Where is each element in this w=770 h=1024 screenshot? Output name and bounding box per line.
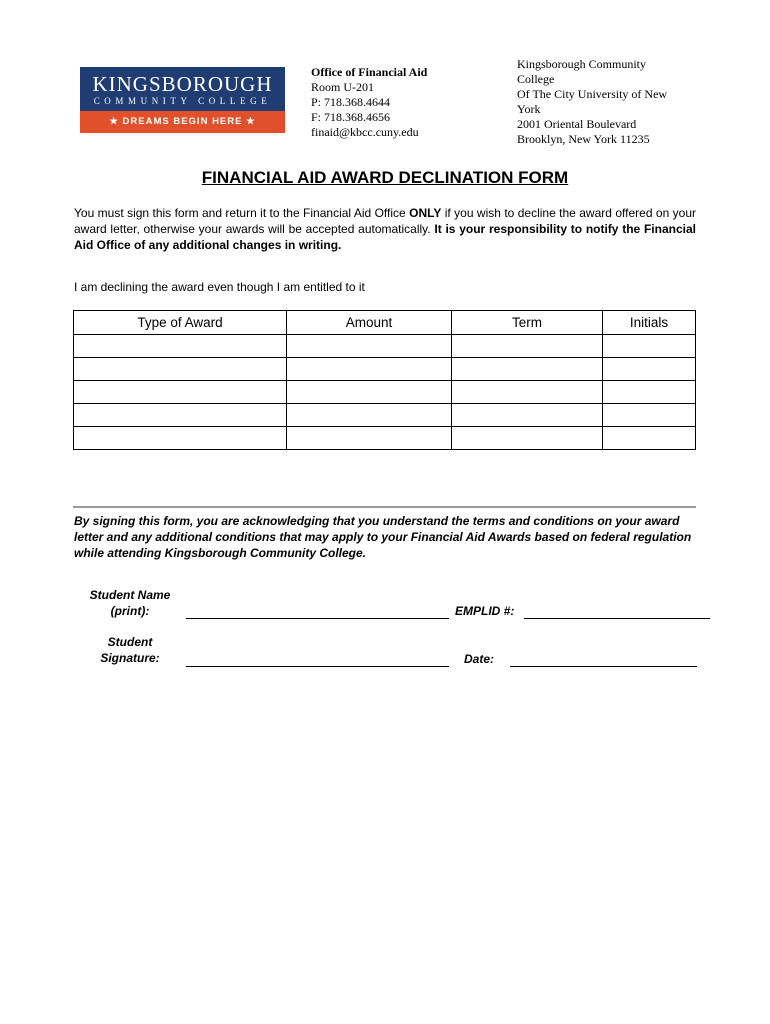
student-name-field[interactable] — [186, 618, 449, 619]
cell-term[interactable] — [452, 381, 603, 404]
cell-amount[interactable] — [287, 427, 452, 450]
student-name-label-line1: Student Name — [89, 588, 171, 602]
acknowledgement-paragraph: By signing this form, you are acknowledging that you understand the terms and conditions on your award letter and any additional conditions that may apply to your Financial Aid Awards based on federal regulation while attending Kingsborough Community College. — [74, 514, 692, 560]
emplid-field[interactable] — [524, 618, 710, 619]
intro-only-emphasis: ONLY — [409, 206, 442, 220]
cell-initials[interactable] — [603, 404, 696, 427]
cell-amount[interactable] — [287, 358, 452, 381]
table-row — [74, 358, 696, 381]
student-name-label — [80, 587, 180, 619]
college-address-block — [517, 57, 667, 147]
office-phone: P: 718.368.4644 — [311, 95, 391, 109]
section-divider — [73, 506, 696, 508]
office-name: Office of Financial Aid — [311, 65, 428, 79]
intro-text: if you wish to decline the award offered on your award letter, otherwise your awards will be accepted automatically. — [74, 206, 696, 236]
logo-tagline: ★ DREAMS BEGIN HERE ★ — [80, 111, 285, 133]
signature-label — [80, 634, 180, 666]
logo-name: KINGSBOROUGH — [92, 72, 273, 96]
signature-label-line1: Student — [107, 635, 153, 649]
student-name-label-line2: (print): — [110, 604, 150, 618]
cell-term[interactable] — [452, 427, 603, 450]
address-line: 2001 Oriental Boulevard — [517, 117, 637, 131]
cell-type-of-award[interactable] — [74, 427, 287, 450]
emplid-label: EMPLID #: — [455, 604, 515, 618]
office-fax: F: 718.368.4656 — [311, 110, 391, 124]
office-room: Room U-201 — [311, 80, 374, 94]
signature-label-line2: Signature: — [100, 651, 160, 665]
table-row — [74, 427, 696, 450]
cell-type-of-award[interactable] — [74, 404, 287, 427]
intro-text: You must sign this form and return it to the Financial Aid Office — [74, 206, 410, 220]
cell-term[interactable] — [452, 404, 603, 427]
cell-initials[interactable] — [603, 358, 696, 381]
intro-responsibility: It is your responsibility to notify the Financial Aid Office of any additional changes in writing. — [74, 222, 696, 252]
header-term: Term — [452, 311, 603, 335]
date-label: Date: — [464, 652, 495, 666]
college-logo — [80, 67, 285, 133]
cell-term[interactable] — [452, 358, 603, 381]
date-field[interactable] — [510, 666, 697, 667]
header-amount: Amount — [287, 311, 452, 335]
header-type-of-award: Type of Award — [74, 311, 287, 335]
cell-amount[interactable] — [287, 404, 452, 427]
logo-subtitle: COMMUNITY COLLEGE — [93, 96, 272, 106]
address-line: Kingsborough Community — [517, 57, 647, 71]
address-line: York — [517, 102, 541, 116]
office-contact-block — [311, 65, 427, 140]
address-line: Brooklyn, New York 11235 — [517, 132, 650, 146]
address-line: College — [517, 72, 555, 86]
award-table — [73, 310, 696, 450]
signature-field[interactable] — [186, 666, 449, 667]
cell-type-of-award[interactable] — [74, 335, 287, 358]
office-email: finaid@kbcc.cuny.edu — [311, 125, 419, 139]
table-row — [74, 404, 696, 427]
declining-statement: I am declining the award even though I am entitled to it — [74, 280, 365, 294]
cell-term[interactable] — [452, 335, 603, 358]
table-row — [74, 381, 696, 404]
table-header-row — [74, 311, 696, 335]
cell-amount[interactable] — [287, 381, 452, 404]
table-row — [74, 335, 696, 358]
cell-type-of-award[interactable] — [74, 381, 287, 404]
form-title: FINANCIAL AID AWARD DECLINATION FORM — [201, 168, 569, 187]
header-initials: Initials — [603, 311, 696, 335]
cell-type-of-award[interactable] — [74, 358, 287, 381]
cell-initials[interactable] — [603, 381, 696, 404]
address-line: Of The City University of New — [517, 87, 668, 101]
cell-initials[interactable] — [603, 335, 696, 358]
cell-initials[interactable] — [603, 427, 696, 450]
cell-amount[interactable] — [287, 335, 452, 358]
intro-paragraph — [74, 205, 696, 253]
